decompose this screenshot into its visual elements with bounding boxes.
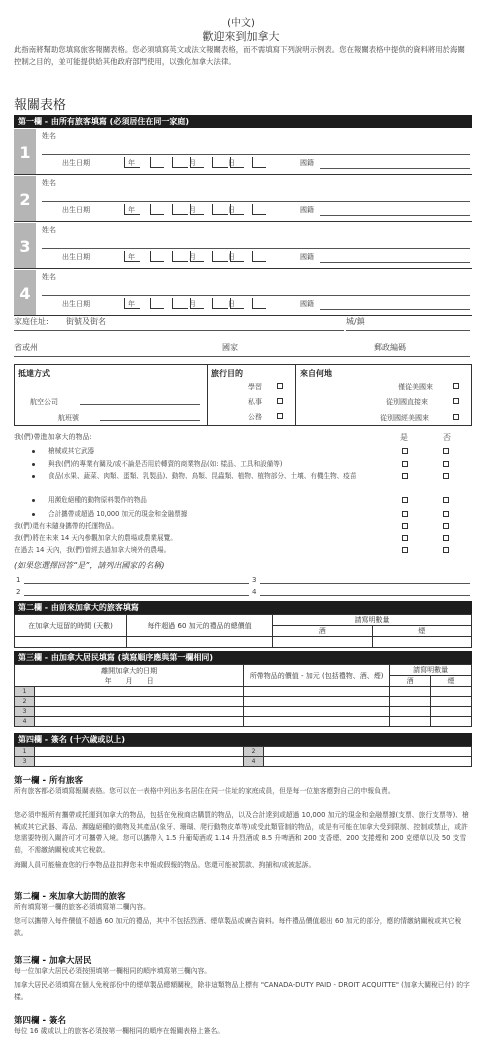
dob-day-label: 日 bbox=[228, 206, 235, 214]
dob-digit-box[interactable] bbox=[252, 204, 266, 215]
no-header: 否 bbox=[443, 433, 451, 442]
goods-value-cell[interactable] bbox=[244, 687, 390, 697]
dob-label: 出生日期 bbox=[62, 206, 90, 214]
person-divider bbox=[14, 221, 472, 222]
declare-item: 我(們)還有未隨身攜帶的托運物品。 bbox=[14, 522, 119, 530]
dob-day-label: 日 bbox=[228, 159, 235, 167]
purpose-personal: 私事 bbox=[248, 398, 262, 406]
stay-days-cell[interactable] bbox=[15, 637, 127, 648]
part3-row-number: 1 bbox=[15, 687, 35, 697]
declare-intro: 我(們)帶進加拿大的物品: bbox=[14, 433, 92, 441]
part3-tobacco-cell[interactable] bbox=[431, 717, 472, 727]
address-city-label: 城/鎮 bbox=[346, 317, 365, 326]
nationality-label: 國籍 bbox=[300, 253, 314, 261]
gift-value-cell[interactable] bbox=[127, 637, 273, 648]
tobacco-header: 煙 bbox=[372, 626, 472, 637]
nationality-label: 國籍 bbox=[300, 159, 314, 167]
wine-cell[interactable] bbox=[273, 637, 373, 648]
person-name-label: 姓名 bbox=[42, 273, 56, 281]
address-street-label: 街號及街名 bbox=[66, 317, 106, 326]
dob-digit-box[interactable] bbox=[150, 204, 164, 215]
part3-wine-cell[interactable] bbox=[390, 707, 431, 717]
bullet bbox=[32, 499, 35, 502]
dob-digit-box[interactable] bbox=[172, 157, 188, 168]
intro-text: 此指南將幫助您填寫旅客報關表格。您必須填寫英文或法文報關表格，而不需填寫下列說明示例表。您在報關表格中提供的資料將用於海關控制之目的，並可能提供給其他政府部門使用，以強化加拿大法律。 bbox=[14, 45, 465, 66]
bullet bbox=[32, 463, 35, 466]
part3-row-number: 4 bbox=[15, 717, 35, 727]
part3-tobacco-header: 煙 bbox=[431, 676, 472, 687]
declare-yes-checkbox[interactable] bbox=[402, 535, 408, 541]
dob-month-label: 月 bbox=[189, 300, 196, 308]
declare-item: 槍械或其它武器 bbox=[48, 447, 95, 455]
goods-value-header: 所帶物品的價值 - 加元 (包括禮物、酒、煙) bbox=[244, 665, 390, 687]
declare-no-checkbox[interactable] bbox=[443, 535, 449, 541]
dob-day-label: 日 bbox=[228, 300, 235, 308]
instruction-paragraph: 每位 16 歲或以上的旅客必須按第一欄相同的順序在報關表格上簽名。 bbox=[14, 1027, 225, 1035]
purpose-study-checkbox[interactable] bbox=[277, 383, 283, 389]
country-line-3[interactable] bbox=[260, 583, 470, 584]
nationality-line[interactable] bbox=[320, 262, 470, 263]
instruction-paragraph: 每一位加拿大居民必須按照填第一欄相同的順序填寫第三欄內容。 bbox=[14, 967, 212, 975]
flight-line[interactable] bbox=[100, 420, 200, 421]
leave-date-cell[interactable] bbox=[35, 717, 244, 727]
goods-value-cell[interactable] bbox=[244, 707, 390, 717]
part4-row-number: 2 bbox=[244, 747, 264, 757]
country-line-num-4: 4 bbox=[252, 588, 257, 596]
dob-month-label: 月 bbox=[189, 206, 196, 214]
part3-tobacco-cell[interactable] bbox=[431, 707, 472, 717]
flight-label: 航班號 bbox=[58, 414, 79, 422]
part3-quantity-header: 請寫明數量 bbox=[390, 665, 472, 676]
part4-table bbox=[14, 746, 472, 767]
dob-year-label: 年 bbox=[128, 206, 135, 214]
signature-cell[interactable] bbox=[264, 757, 472, 767]
dob-digit-box[interactable] bbox=[172, 204, 188, 215]
declare-no-checkbox[interactable] bbox=[443, 448, 449, 454]
instruction-paragraph: 所有填寫第一欄的旅客必須填寫第二欄內容。 bbox=[14, 903, 150, 911]
arrival-mode-label: 抵達方式 bbox=[18, 369, 50, 378]
dob-digit-box[interactable] bbox=[212, 251, 228, 262]
nationality-label: 國籍 bbox=[300, 300, 314, 308]
airline-label: 航空公司 bbox=[30, 398, 58, 406]
address-postal-label: 郵政編碼 bbox=[374, 343, 406, 352]
instruction-paragraph: 您必須申報所有攜帶或托運到加拿大的物品，包括在免稅商店購買的物品，以及合計達到或超過 10,000 加元的現金和金融票據(支票、旅行支票等)、槍械或其它武器、毒品、瀕臨絕種的動物及其產品(象牙、珊瑚、爬行動物皮革等)或受此類管制的物品，或是有可能在加拿大受到限制、控制或禁止，或許您需要特別入關許可才可攜帶入境。您可以攜帶入 1.5 升葡萄酒或 1.14 升烈酒或 8.5 升啤酒和 200 支香煙、200 支捲煙和 200 克煙草以及 50 支雪茄，不需繳納關稅或其它稅款。 bbox=[14, 811, 469, 854]
nationality-line[interactable] bbox=[320, 168, 470, 169]
signature-cell[interactable] bbox=[35, 747, 244, 757]
instruction-heading: 第二欄 - 來加拿大訪問的旅客 bbox=[14, 892, 126, 902]
dob-label: 出生日期 bbox=[62, 300, 90, 308]
dob-digit-box[interactable] bbox=[252, 251, 266, 262]
dob-digit-box[interactable] bbox=[150, 298, 164, 309]
part3-table bbox=[14, 664, 472, 727]
purpose-label: 旅行目的 bbox=[211, 369, 243, 378]
from-other: 從別國直接來 bbox=[386, 398, 428, 406]
gift-value-header: 每件超過 60 加元的禮品的總價值 bbox=[127, 615, 273, 637]
declare-no-checkbox[interactable] bbox=[443, 547, 449, 553]
part4-bar: 第四欄 - 簽名 (十六歲或以上) bbox=[14, 733, 472, 746]
dob-digit-box[interactable] bbox=[212, 298, 228, 309]
declare-yes-checkbox[interactable] bbox=[402, 448, 408, 454]
from-label: 來自何地 bbox=[300, 369, 332, 378]
instruction-heading: 第四欄 - 簽名 bbox=[14, 1016, 66, 1026]
travel-divider-1 bbox=[207, 364, 208, 426]
instruction-paragraph: 您可以攜帶入每件價值不超過 60 加元的禮品，其中不包括烈酒、煙草製品或廣告資料。每件禮品價值超出 60 加元的部分，應的情繳納關稅或其它稅款。 bbox=[14, 917, 462, 937]
part4-row-number: 4 bbox=[244, 757, 264, 767]
nationality-line[interactable] bbox=[320, 309, 470, 310]
city-line[interactable] bbox=[346, 330, 470, 331]
person-name-label: 姓名 bbox=[42, 132, 56, 140]
signature-cell[interactable] bbox=[35, 757, 244, 767]
declare-item: 合計攜帶或超過 10,000 加元的現金和金融票據 bbox=[48, 510, 188, 518]
country-line-num-1: 1 bbox=[16, 576, 21, 584]
person-divider bbox=[14, 268, 472, 269]
dob-digit-box[interactable] bbox=[252, 157, 266, 168]
country-line-num-3: 3 bbox=[252, 576, 257, 584]
dob-label: 出生日期 bbox=[62, 253, 90, 261]
declare-item: 我(們)將在未來 14 天內參觀加拿大的農場或農業展覽。 bbox=[14, 534, 177, 542]
part3-wine-header: 酒 bbox=[390, 676, 431, 687]
country-line-1[interactable] bbox=[24, 583, 249, 584]
person-divider bbox=[14, 174, 472, 175]
title-line-2: 歡迎來到加拿大 bbox=[202, 30, 280, 43]
dob-digit-box[interactable] bbox=[252, 298, 266, 309]
instruction-paragraph: 加拿大居民必須填寫在個人免稅部份中的煙草製品總額關稅，除非這類物品上標有 "CANADA-DUTY PAID - DROIT ACQUITTE" (加拿大關稅已付) 的字樣。 bbox=[14, 981, 470, 1001]
purpose-business-checkbox[interactable] bbox=[277, 413, 283, 419]
nationality-line[interactable] bbox=[320, 215, 470, 216]
dob-year-label: 年 bbox=[128, 159, 135, 167]
leave-date-ymd: 年 月 日 bbox=[104, 676, 154, 685]
declare-no-checkbox[interactable] bbox=[443, 461, 449, 467]
bullet bbox=[32, 450, 35, 453]
declare-yes-checkbox[interactable] bbox=[402, 547, 408, 553]
dob-label: 出生日期 bbox=[62, 159, 90, 167]
street-line[interactable] bbox=[14, 330, 344, 331]
dob-month-label: 月 bbox=[189, 253, 196, 261]
form-title: 報關表格 bbox=[14, 98, 67, 113]
signature-cell[interactable] bbox=[264, 747, 472, 757]
purpose-study: 學習 bbox=[248, 383, 262, 391]
person-name-label: 姓名 bbox=[42, 179, 56, 187]
dob-digit-box[interactable] bbox=[150, 157, 164, 168]
bullet bbox=[32, 475, 35, 478]
dob-month-label: 月 bbox=[189, 159, 196, 167]
declare-no-checkbox[interactable] bbox=[443, 511, 449, 517]
goods-value-cell[interactable] bbox=[244, 717, 390, 727]
from-via-usa-checkbox[interactable] bbox=[453, 414, 459, 420]
from-via-usa: 從別國經美國來 bbox=[380, 414, 429, 422]
declare-no-checkbox[interactable] bbox=[443, 473, 449, 479]
address-home-label: 家庭住址: bbox=[14, 317, 49, 326]
leave-date-cell[interactable] bbox=[35, 687, 244, 697]
from-other-checkbox[interactable] bbox=[453, 398, 459, 404]
part4-row-number: 3 bbox=[15, 757, 35, 767]
nationality-label: 國籍 bbox=[300, 206, 314, 214]
declare-no-checkbox[interactable] bbox=[443, 497, 449, 503]
bullet bbox=[32, 513, 35, 516]
part1-bar: 第一欄 - 由所有旅客填寫 (必須居住在同一家庭) bbox=[14, 115, 472, 128]
part3-wine-cell[interactable] bbox=[390, 697, 431, 707]
dob-digit-box[interactable] bbox=[172, 298, 188, 309]
person-number: 4 bbox=[14, 269, 36, 316]
declare-item: 用瀕危絕種的動物原料製作的物品 bbox=[48, 496, 147, 504]
airline-line[interactable] bbox=[80, 404, 200, 405]
instruction-paragraph: 海關人員可能檢查您的行李物品並扣押您未申報或假報的物品。您還可能被罰款、拘捕和/或被起訴。 bbox=[14, 861, 316, 869]
part3-wine-cell[interactable] bbox=[390, 717, 431, 727]
part3-wine-cell[interactable] bbox=[390, 687, 431, 697]
person-number: 2 bbox=[14, 175, 36, 222]
quantity-header: 請寫明數量 bbox=[273, 615, 472, 626]
declare-no-checkbox[interactable] bbox=[443, 523, 449, 529]
yes-header: 是 bbox=[400, 433, 408, 442]
goods-value-cell[interactable] bbox=[244, 697, 390, 707]
leave-date-cell[interactable] bbox=[35, 707, 244, 717]
dob-day-label: 日 bbox=[228, 253, 235, 261]
dob-digit-box[interactable] bbox=[150, 251, 164, 262]
person-name-line[interactable] bbox=[42, 248, 470, 249]
from-usa-checkbox[interactable] bbox=[453, 383, 459, 389]
purpose-business: 公務 bbox=[248, 413, 262, 421]
part2-bar: 第二欄 - 由前來加拿大的旅客填寫 bbox=[14, 601, 472, 614]
dob-digit-box[interactable] bbox=[212, 157, 228, 168]
instruction-paragraph: 所有旅客都必須填寫報關表格。您可以在一表格中列出多名居住在同一住址的家庭成員，但是每一位旅客應對自己的申報負責。 bbox=[14, 787, 395, 795]
declare-note: (如果您選擇回答“是”，請列出國家的名稱) bbox=[14, 561, 165, 570]
province-line[interactable] bbox=[14, 356, 470, 357]
declare-yes-checkbox[interactable] bbox=[402, 473, 408, 479]
dob-digit-box[interactable] bbox=[172, 251, 188, 262]
title-line-1: (中文) bbox=[227, 18, 255, 29]
instruction-heading: 第三欄 - 加拿大居民 bbox=[14, 956, 92, 966]
leave-date-cell[interactable] bbox=[35, 697, 244, 707]
stay-days-header: 在加拿大逗留的時間 (天數) bbox=[15, 615, 127, 637]
leave-date-header: 離開加拿大的日期 bbox=[101, 666, 158, 675]
dob-year-label: 年 bbox=[128, 300, 135, 308]
declare-item: 與我(們)的專業有關及/或不論是否用於轉賣的商業物品(如: 樣品、工具和設備等) bbox=[48, 460, 283, 468]
part3-row-number: 2 bbox=[15, 697, 35, 707]
declare-yes-checkbox[interactable] bbox=[402, 497, 408, 503]
address-province-label: 省或州 bbox=[14, 343, 38, 352]
person-name-line[interactable] bbox=[42, 201, 470, 202]
part3-bar: 第三欄 - 由加拿大居民填寫 (填寫順序應與第一欄相同) bbox=[14, 651, 472, 664]
part3-tobacco-cell[interactable] bbox=[431, 697, 472, 707]
person-name-line[interactable] bbox=[42, 154, 470, 155]
person-number: 3 bbox=[14, 222, 36, 269]
part3-row-number: 3 bbox=[15, 707, 35, 717]
address-country-label: 國家 bbox=[222, 343, 238, 352]
part2-table bbox=[14, 614, 472, 648]
dob-digit-box[interactable] bbox=[212, 204, 228, 215]
declare-item: 食品(水果、蔬菜、肉類、蛋類、乳製品)、動物、鳥類、昆蟲類、植物、植物部分、土壤、有機生物、疫苗 bbox=[48, 472, 357, 480]
from-usa: 僅從美國來 bbox=[398, 383, 433, 391]
declare-yes-checkbox[interactable] bbox=[402, 523, 408, 529]
part4-row-number: 1 bbox=[15, 747, 35, 757]
person-number: 1 bbox=[14, 128, 36, 175]
country-line-num-2: 2 bbox=[16, 588, 21, 596]
country-line-4[interactable] bbox=[260, 595, 470, 596]
travel-divider-2 bbox=[295, 364, 296, 426]
purpose-personal-checkbox[interactable] bbox=[277, 398, 283, 404]
tobacco-cell[interactable] bbox=[372, 637, 472, 648]
declare-yes-checkbox[interactable] bbox=[402, 461, 408, 467]
dob-year-label: 年 bbox=[128, 253, 135, 261]
country-line-2[interactable] bbox=[24, 595, 249, 596]
instruction-heading: 第一欄 - 所有旅客 bbox=[14, 776, 83, 786]
declare-yes-checkbox[interactable] bbox=[402, 511, 408, 517]
part3-tobacco-cell[interactable] bbox=[431, 687, 472, 697]
declare-item: 在過去 14 天內，我(們)曾經去過加拿大境外的農場。 bbox=[14, 546, 171, 554]
person-name-line[interactable] bbox=[42, 295, 470, 296]
person-name-label: 姓名 bbox=[42, 226, 56, 234]
wine-header: 酒 bbox=[273, 626, 373, 637]
